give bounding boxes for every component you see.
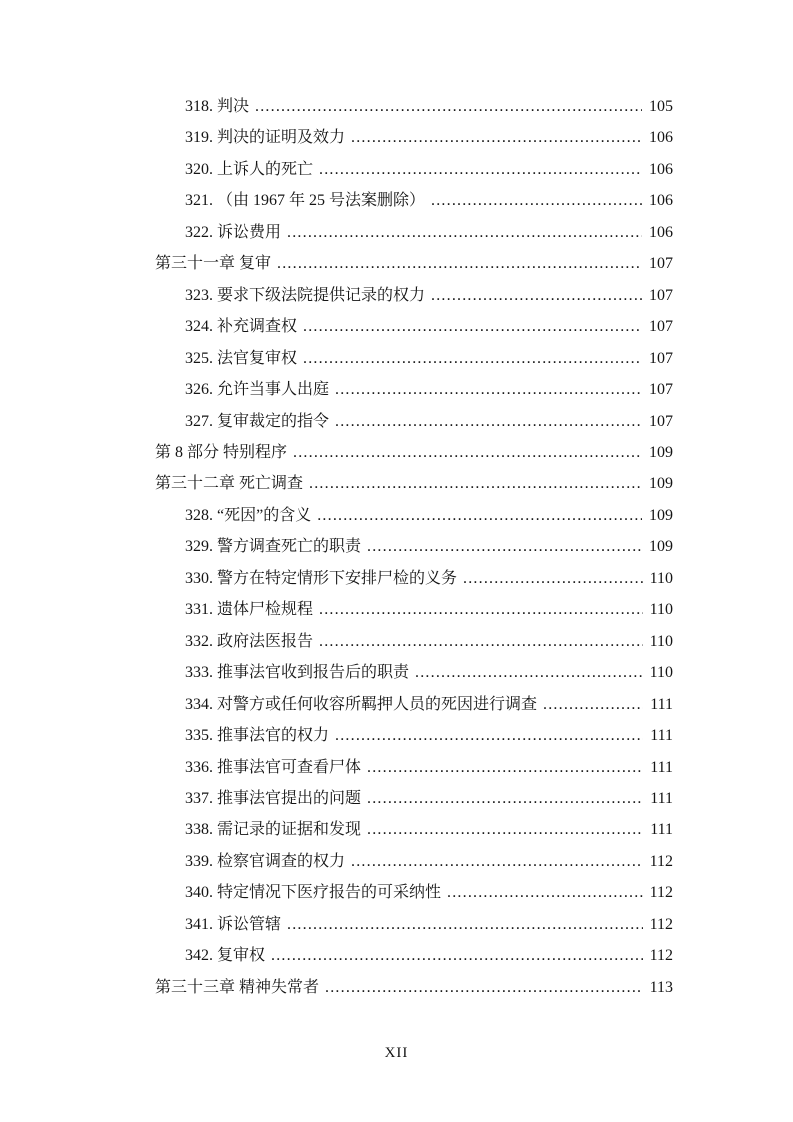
toc-entry-page-number: 106 xyxy=(649,223,673,241)
toc-entry-page-number: 113 xyxy=(649,978,673,996)
dot-leader xyxy=(367,752,643,783)
toc-entry-page-number: 107 xyxy=(649,255,673,273)
toc-entry-page-number: 111 xyxy=(650,727,673,745)
toc-entry xyxy=(155,940,673,971)
toc-entry xyxy=(155,783,673,814)
toc-entry-page-number: 105 xyxy=(649,98,673,115)
dot-leader xyxy=(319,626,643,657)
toc-entry-label: 318. 判决 xyxy=(185,98,250,115)
toc-entry-label: 325. 法官复审权 xyxy=(185,349,298,367)
dot-leader xyxy=(335,406,642,437)
toc-entry-page-number: 106 xyxy=(649,129,673,147)
dot-leader xyxy=(335,374,642,405)
dot-leader xyxy=(447,877,643,908)
toc-entry-page-number: 111 xyxy=(650,821,673,839)
toc-entry xyxy=(155,877,673,908)
toc-entry-label: 333. 推事法官收到报告后的职责 xyxy=(185,664,410,682)
dot-leader xyxy=(351,122,642,153)
page-footer xyxy=(0,1045,793,1062)
toc-entry-page-number: 107 xyxy=(649,318,673,336)
toc-entry-label: 338. 需记录的证据和发现 xyxy=(185,821,362,839)
toc-entry xyxy=(155,657,673,688)
dot-leader xyxy=(431,185,642,216)
table-of-contents xyxy=(155,91,673,1003)
toc-entry xyxy=(155,626,673,657)
toc-entry xyxy=(155,374,673,405)
toc-entry-label: 334. 对警方或任何收容所羁押人员的死因进行调查 xyxy=(185,695,538,713)
toc-entry-label: 327. 复审裁定的指令 xyxy=(185,412,330,430)
dot-leader xyxy=(293,437,642,468)
toc-entry-label: 342. 复审权 xyxy=(185,947,266,965)
toc-entry-page-number: 111 xyxy=(650,789,673,807)
dot-leader xyxy=(431,280,642,311)
dot-leader xyxy=(351,846,643,877)
toc-entry xyxy=(155,185,673,216)
toc-entry xyxy=(155,594,673,625)
footer-page-number: XII xyxy=(384,1045,409,1061)
toc-entry-page-number: 110 xyxy=(649,569,673,587)
toc-entry xyxy=(155,217,673,248)
dot-leader xyxy=(319,154,642,185)
toc-entry-page-number: 109 xyxy=(649,506,673,524)
toc-entry-label: 328. “死因”的含义 xyxy=(185,506,312,524)
dot-leader xyxy=(463,563,643,594)
dot-leader xyxy=(277,248,642,279)
toc-entry-label: 第 8 部分 特别程序 xyxy=(155,443,288,461)
toc-entry-label: 335. 推事法官的权力 xyxy=(185,727,330,745)
dot-leader xyxy=(317,500,642,531)
toc-entry-label: 321. （由 1967 年 25 号法案删除） xyxy=(185,192,426,210)
toc-entry-label: 337. 推事法官提出的问题 xyxy=(185,789,362,807)
dot-leader xyxy=(335,720,643,751)
toc-entry xyxy=(155,563,673,594)
toc-entry xyxy=(155,972,673,1003)
toc-entry xyxy=(155,531,673,562)
toc-entry-page-number: 112 xyxy=(649,947,673,965)
toc-entry xyxy=(155,814,673,845)
toc-entry xyxy=(155,406,673,437)
toc-entry-label: 第三十二章 死亡调查 xyxy=(155,475,304,493)
toc-entry-page-number: 112 xyxy=(649,915,673,933)
toc-entry-page-number: 112 xyxy=(649,852,673,870)
toc-entry xyxy=(155,909,673,940)
dot-leader xyxy=(415,657,643,688)
dot-leader xyxy=(287,217,642,248)
toc-entry-label: 第三十一章 复审 xyxy=(155,255,272,273)
toc-entry xyxy=(155,343,673,374)
toc-entry-page-number: 111 xyxy=(650,758,673,776)
toc-entry-page-number: 107 xyxy=(649,412,673,430)
toc-entry-label: 339. 检察官调查的权力 xyxy=(185,852,346,870)
toc-entry-label: 319. 判决的证明及效力 xyxy=(185,129,346,147)
toc-entry-label: 323. 要求下级法院提供记录的权力 xyxy=(185,286,426,304)
toc-entry-label: 331. 遗体尸检规程 xyxy=(185,601,314,619)
toc-entry-page-number: 110 xyxy=(649,601,673,619)
toc-entry-label: 340. 特定情况下医疗报告的可采纳性 xyxy=(185,884,442,902)
dot-leader xyxy=(255,91,642,122)
toc-entry-label: 322. 诉讼费用 xyxy=(185,223,282,241)
toc-entry-page-number: 112 xyxy=(649,884,673,902)
toc-entry xyxy=(155,248,673,279)
dot-leader xyxy=(325,972,643,1003)
toc-entry-page-number: 109 xyxy=(649,475,673,493)
dot-leader xyxy=(367,531,642,562)
dot-leader xyxy=(303,343,642,374)
toc-entry-page-number: 110 xyxy=(649,632,673,650)
toc-entry xyxy=(155,437,673,468)
dot-leader xyxy=(271,940,643,971)
toc-entry xyxy=(155,311,673,342)
toc-entry-page-number: 106 xyxy=(649,160,673,178)
toc-entry-page-number: 110 xyxy=(649,664,673,682)
toc-entry-page-number: 107 xyxy=(649,381,673,399)
toc-entry-label: 324. 补充调查权 xyxy=(185,318,298,336)
toc-entry-page-number: 107 xyxy=(649,286,673,304)
toc-entry-label: 341. 诉讼管辖 xyxy=(185,915,282,933)
toc-entry xyxy=(155,154,673,185)
toc-entry-label: 第三十三章 精神失常者 xyxy=(155,978,320,996)
toc-entry xyxy=(155,468,673,499)
toc-entry-label: 320. 上诉人的死亡 xyxy=(185,160,314,178)
toc-entry-label: 330. 警方在特定情形下安排尸检的义务 xyxy=(185,569,458,587)
toc-entry xyxy=(155,91,673,122)
dot-leader xyxy=(367,783,643,814)
dot-leader xyxy=(303,311,642,342)
dot-leader xyxy=(543,689,643,720)
toc-entry xyxy=(155,122,673,153)
toc-entry-label: 336. 推事法官可查看尸体 xyxy=(185,758,362,776)
toc-entry-page-number: 109 xyxy=(649,538,673,556)
dot-leader xyxy=(367,814,643,845)
toc-entry xyxy=(155,752,673,783)
toc-entry-page-number: 109 xyxy=(649,443,673,461)
toc-entry xyxy=(155,846,673,877)
toc-entry-page-number: 107 xyxy=(649,349,673,367)
toc-entry-label: 332. 政府法医报告 xyxy=(185,632,314,650)
toc-entry-label: 326. 允许当事人出庭 xyxy=(185,381,330,399)
dot-leader xyxy=(309,468,642,499)
toc-entry-page-number: 106 xyxy=(649,192,673,210)
dot-leader xyxy=(319,594,643,625)
toc-entry xyxy=(155,500,673,531)
toc-entry xyxy=(155,689,673,720)
dot-leader xyxy=(287,909,643,940)
toc-entry-label: 329. 警方调查死亡的职责 xyxy=(185,538,362,556)
toc-entry xyxy=(155,720,673,751)
toc-entry xyxy=(155,280,673,311)
toc-entry-page-number: 111 xyxy=(650,695,673,713)
